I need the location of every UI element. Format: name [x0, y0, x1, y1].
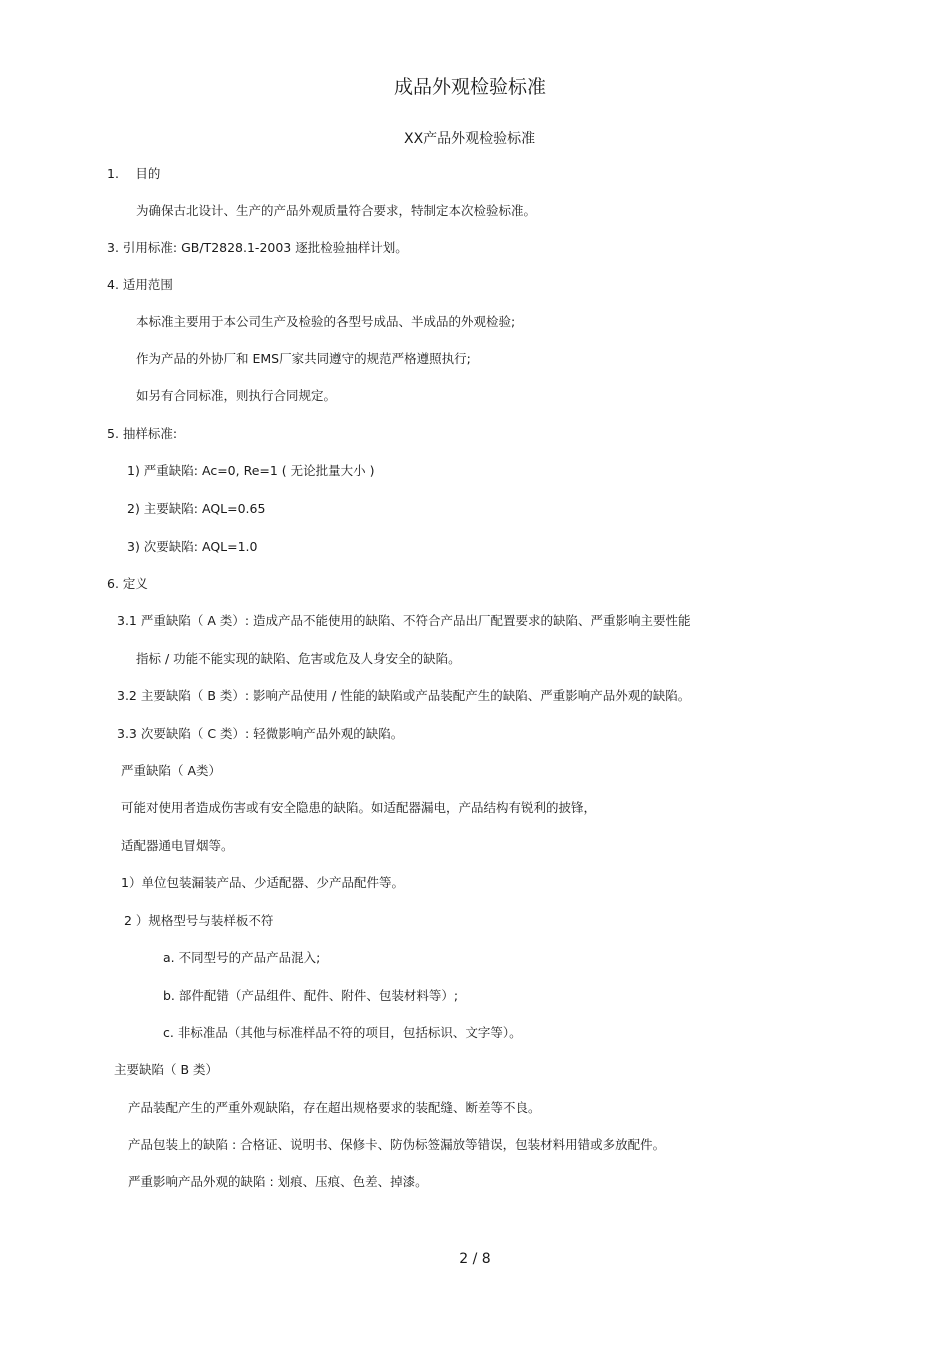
- page-title: 成品外观检验标准: [393, 76, 546, 98]
- critical-item-2: 2 ）规格型号与装样板不符: [124, 913, 274, 928]
- purpose-text: 为确保古北设计、生产的产品外观质量符合要求，特制定本次检验标准。: [136, 203, 537, 218]
- major-defect-heading: 主要缺陷（ B 类）: [114, 1062, 219, 1077]
- sampling-major: 2) 主要缺陷: AQL=0.65: [127, 501, 266, 516]
- section-purpose-heading: 1. 目的: [107, 166, 161, 181]
- critical-defect-heading: 严重缺陷（ A类）: [121, 763, 222, 778]
- major-defect-text-1: 产品装配产生的严重外观缺陷，存在超出规格要求的装配缝、断差等不良。: [128, 1100, 541, 1115]
- critical-defect-text-cont: 适配器通电冒烟等。: [121, 838, 234, 853]
- major-defect-text-2: 产品包装上的缺陷 : 合格证、说明书、保修卡、防伪标签漏放等错误，包装材料用错或多放配件。: [128, 1137, 666, 1152]
- critical-item-2b: b. 部件配错（产品组件、配件、附件、包装材料等）;: [163, 988, 459, 1003]
- page-number: 2 / 8: [459, 1251, 491, 1267]
- section-reference-standard: 3. 引用标准: GB/T2828.1-2003 逐批检验抽样计划。: [107, 240, 408, 255]
- section-definition-heading: 6. 定义: [107, 576, 148, 591]
- sampling-minor: 3) 次要缺陷: AQL=1.0: [127, 539, 258, 554]
- scope-text-2: 作为产品的外协厂和 EMS厂家共同遵守的规范严格遵照执行;: [136, 351, 471, 366]
- section-scope-heading: 4. 适用范围: [107, 277, 173, 292]
- definition-critical: 3.1 严重缺陷（ A 类）: 造成产品不能使用的缺陷、不符合产品出厂配置要求的缺陷、严重影响主要性能: [117, 613, 691, 628]
- critical-item-2a: a. 不同型号的产品产品混入;: [163, 950, 321, 965]
- sampling-critical: 1) 严重缺陷: Ac=0, Re=1 ( 无论批量大小 ): [127, 463, 375, 478]
- section-sampling-heading: 5. 抽样标准:: [107, 426, 178, 441]
- page-subtitle: XX产品外观检验标准: [404, 131, 536, 147]
- scope-text-3: 如另有合同标准，则执行合同规定。: [136, 388, 337, 403]
- scope-text-1: 本标准主要用于本公司生产及检验的各型号成品、半成品的外观检验;: [136, 314, 516, 329]
- critical-item-1: 1）单位包装漏装产品、少适配器、少产品配件等。: [121, 875, 404, 890]
- definition-minor: 3.3 次要缺陷（ C 类）: 轻微影响产品外观的缺陷。: [117, 726, 404, 741]
- major-defect-text-3: 严重影响产品外观的缺陷 : 划痕、压痕、色差、掉漆。: [128, 1174, 428, 1189]
- definition-major: 3.2 主要缺陷（ B 类）: 影响产品使用 / 性能的缺陷或产品装配产生的缺陷、严重影响产品外观的缺陷。: [117, 688, 691, 703]
- critical-item-2c: c. 非标准品（其他与标准样品不符的项目，包括标识、文字等）。: [163, 1025, 522, 1040]
- definition-critical-cont: 指标 / 功能不能实现的缺陷、危害或危及人身安全的缺陷。: [136, 651, 461, 666]
- critical-defect-text: 可能对使用者造成伤害或有安全隐患的缺陷。如适配器漏电，产品结构有锐利的披锋，: [121, 800, 597, 815]
